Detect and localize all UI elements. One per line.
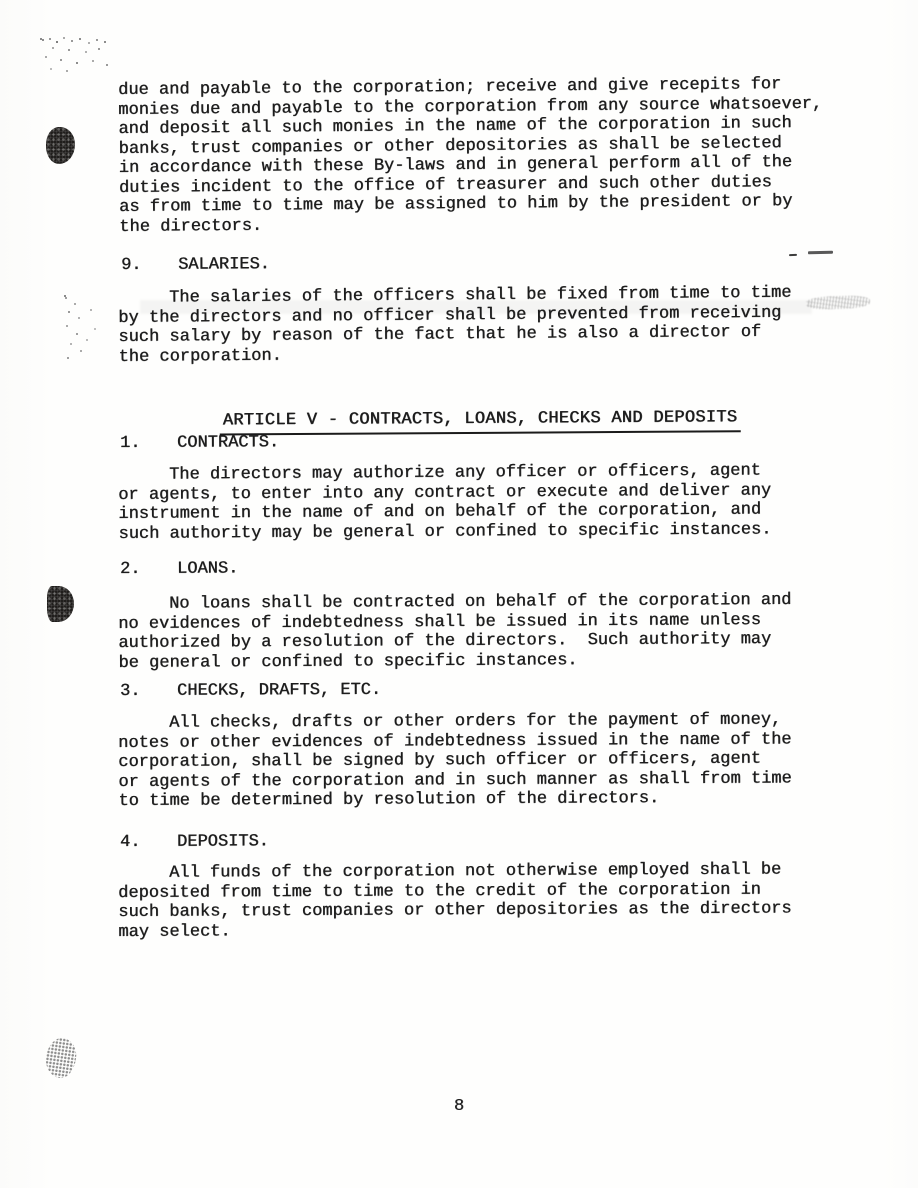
section-number: 1.	[120, 433, 141, 453]
section-number: 4.	[120, 832, 141, 852]
paragraph-contracts: The directors may authorize any officer or officers, agent or agents, to enter into any contract or execute and deliver any instrument in the name of and on behalf of the corporation, and such authority may be general or confined to specific instances.	[118, 461, 772, 544]
ink-smudge-mark	[806, 295, 870, 310]
section-heading-salaries	[121, 255, 270, 276]
section-number: 2.	[120, 559, 141, 579]
scan-speckle-patch-left-margin	[64, 295, 66, 297]
paragraph-deposits: All funds of the corporation not otherwise employed shall be deposited from time to time to the credit of the corporation in such banks, trust companies or other depositories as the directors may select.	[118, 860, 792, 942]
section-heading-loans	[120, 559, 238, 580]
article-v-heading-text: ARTICLE V - CONTRACTS, LOANS, CHECKS AND DEPOSITS	[220, 408, 741, 435]
section-number: 3.	[120, 681, 141, 701]
paragraph-checks: All checks, drafts or other orders for the payment of money, notes or other evidences of indebtedness issued in the name of the corporation, shall be signed by such officer or officers, agent or agents of the corporation and in such manner as shall from time to time be determined by resolution of the directors.	[118, 710, 792, 811]
section-title: DEPOSITS.	[176, 832, 269, 852]
scan-speckle-patch-top-left	[40, 38, 42, 40]
punch-hole-mark-middle	[47, 586, 74, 622]
punch-hole-mark-top	[46, 127, 75, 164]
section-number: 9.	[121, 255, 142, 275]
section-heading-deposits	[120, 832, 269, 853]
section-title: LOANS.	[176, 559, 239, 579]
paragraph-treasurer-duties: due and payable to the corporation; receive and give recepits for monies due and payable to the corporation from any source whatsoever, and deposit all such monies in the name of the corporation in such banks, trust companies or other depositories as shall be selected in accordance with these By-laws and in general perform all of the duties incident to the office of treasurer and such other duties as from time to time may be assigned to him by the president or by the directors.	[118, 75, 823, 237]
section-title: CONTRACTS.	[176, 433, 280, 453]
section-heading-checks	[120, 681, 381, 702]
punch-hole-mark-bottom-faded	[43, 1036, 78, 1080]
page-number: 8	[453, 1097, 465, 1116]
paragraph-loans: No loans shall be contracted on behalf of the corporation and no evidences of indebtedness shall be issued in its name unless authorized by a resolution of the directors. Such authority may be general or confined to specific instances.	[118, 590, 792, 673]
paragraph-salaries: The salaries of the officers shall be fixed from time to time by the directors and no officer shall be prevented from receiving such salary by reason of the fact that he is also a director of the corporation.	[118, 283, 792, 367]
section-title: SALARIES.	[177, 255, 270, 275]
stray-dash-mark-long	[808, 251, 833, 255]
section-heading-contracts	[120, 433, 279, 454]
section-title: CHECKS, DRAFTS, ETC.	[176, 680, 382, 701]
stray-dash-mark-short	[789, 254, 797, 256]
